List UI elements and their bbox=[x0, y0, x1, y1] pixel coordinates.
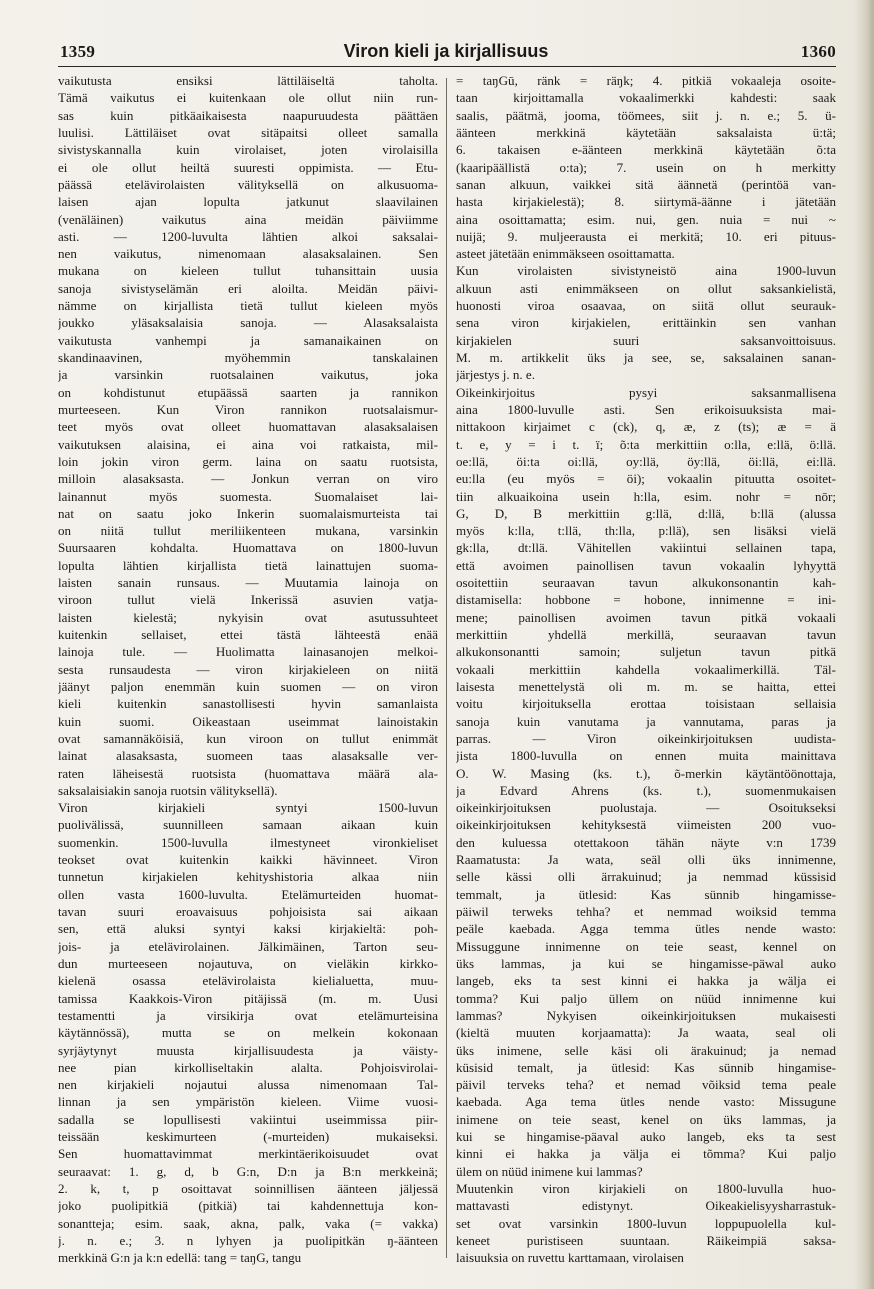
text-line: kinni ei hakka ja välja ei tõmma? Kui paljo bbox=[456, 1146, 836, 1162]
text-line: ja Edvard Ahrens (ks. t.), suomenmukaisen bbox=[456, 782, 836, 798]
text-line: = taŋGū, ränk = räŋk; 4. pitkiä vokaaleja osoite- bbox=[456, 73, 836, 88]
text-line: hasta kirjakielestä); 8. siirtymä-äänne i jätetään bbox=[456, 194, 836, 210]
text-line: lainannut myös suomesta. Suomalaiset lai- bbox=[58, 488, 438, 504]
text-line: vaikutuksen alaisina, ei aina voi ratkaista, mil- bbox=[58, 436, 438, 452]
text-line: päiwil terweks tehha? et nemmad woiksid temma bbox=[456, 904, 836, 919]
text-line: M. m. artikkelit üks ja see, se, saksalainen sanan- bbox=[456, 350, 836, 365]
text-line: mattavasti edistynyt. Oikeakielisyysharrastuk- bbox=[456, 1198, 836, 1214]
text-line: mukana on kieleen tullut tuhansittain uusia bbox=[58, 263, 438, 279]
text-line: että avoimen painollisen tavun vokaalin lyhyyttä bbox=[456, 557, 836, 573]
column-divider bbox=[446, 78, 447, 1258]
text-line: vokaali merkittiin kahdella vokaalimerkillä. Täl- bbox=[456, 661, 836, 677]
text-line: oikeinkirjoituksen puolustaja. — Osoitukseksi bbox=[456, 800, 836, 816]
text-line: sas kuin pitkäaikaisesta naapuruudesta päättäen bbox=[58, 107, 438, 123]
text-line: oe:llä, öi:ta oi:llä, oy:llä, öy:llä, öi:llä, ei:llä. bbox=[456, 453, 836, 469]
text-line: Sen huomattavimmat merkintäerikoisuudet ovat bbox=[58, 1146, 438, 1162]
text-line: suomenkin. 1500-luvulla ilmestyneet vironkieliset bbox=[58, 834, 438, 850]
text-line: laisesta menettelystä oli m. m. se haitta, ettei bbox=[456, 678, 836, 694]
text-line: nat on saatu joko Inkerin suomalaismurteista tai bbox=[58, 505, 438, 521]
text-line: (venäläinen) vaikutus aina meidän päiviimme bbox=[58, 211, 438, 227]
header-rule bbox=[58, 66, 836, 67]
text-line: sanan alkuun, vaikkei sitä äännetä (perintöä van- bbox=[456, 176, 836, 192]
text-line: alkukonsonantti samoin; suljetun tavun pitkä bbox=[456, 644, 836, 660]
text-line: jista 1800-luvulla on ennen muita mainittava bbox=[456, 748, 836, 764]
text-line: kieli kuitenkin sanastollisesti hyvin samanlaista bbox=[58, 696, 438, 712]
text-line: tunnetun kirjakielen kehityshistoria alkaa niin bbox=[58, 869, 438, 885]
right-text-column bbox=[456, 72, 836, 1267]
text-line: distamisella: hobbone = hobone, innimenne = ini- bbox=[456, 592, 836, 608]
text-line: ülem on nüüd inimene kui lammas? bbox=[456, 1163, 643, 1179]
text-line: 6. takaisen e-äänteen merkkinä käytetään õ:ta bbox=[456, 142, 836, 158]
text-line: sen, että aluksi syntyi kaksi kirjakieltä: poh- bbox=[58, 921, 438, 937]
text-line: huonosti viroa osaavaa, on siitä ollut seurauk- bbox=[456, 298, 836, 314]
text-line: nee pian kirkolliseltakin alalta. Pohjoisvirolai- bbox=[58, 1059, 438, 1075]
text-line: nen kirjakieli nojautui alussa nimenomaan Tal- bbox=[58, 1077, 438, 1093]
text-line: raten läheisestä ruotsista (huomattava määrä ala- bbox=[58, 765, 438, 781]
page-edge-shadow bbox=[854, 0, 874, 1289]
text-line: saksalaisiakin sanoja ruotsin välityksellä). bbox=[58, 782, 278, 798]
text-line: päässä etelävirolaisten välityksellä on alkusuoma- bbox=[58, 176, 438, 192]
text-line: loin jokin viron germ. laina on saatu ruotsista, bbox=[58, 453, 438, 469]
text-line: saalis, päätmä, jooma, töömees, siit j. n. e.; 5. ü- bbox=[456, 107, 836, 123]
text-line: ollen vasta 1600-luvulta. Etelämurteiden huomat- bbox=[58, 886, 438, 902]
text-line: murteeseen. Kun Viron rannikon ruotsalaismur- bbox=[58, 401, 438, 417]
text-line: kirjakielen suuri saksanvoittoisuus. bbox=[456, 332, 836, 348]
text-line: Suursaaren kohdalta. Huomattava on 1800-luvun bbox=[58, 540, 438, 556]
text-line: tiin alkuaikoina usein h:lla, esim. nohr = nōr; bbox=[456, 488, 836, 504]
text-line: on niitä tullut meriliikenteen mukana, varsinkin bbox=[58, 523, 438, 539]
running-title: Viron kieli ja kirjallisuus bbox=[343, 41, 549, 61]
page-header bbox=[56, 42, 836, 66]
text-line: jäänyt paljon enemmän kuin suomen — on viron bbox=[58, 678, 438, 694]
text-line: sivistyskannalla kuin virolaiset, joten virolaisilla bbox=[58, 142, 438, 158]
text-line: taan kirjoittamalla vokaalimerkki kahdesti: saak bbox=[456, 90, 836, 106]
text-line: j. n. e.; 3. n lyhyen ja puolipitkän ŋ-äänteen bbox=[58, 1232, 438, 1248]
text-line: sanoja kuin vanutama ja vannutama, paras ja bbox=[456, 713, 836, 729]
text-line: sadalla se lopullisesti vakiintui useimmissa piir- bbox=[58, 1111, 438, 1127]
text-line: Viron kirjakieli syntyi 1500-luvun bbox=[58, 800, 438, 816]
text-line: kaebada. Aga tema ütles nende vasto: Missugune bbox=[456, 1094, 836, 1110]
text-line: sonantteja; esim. saak, akna, palk, vaka (= vakka) bbox=[58, 1215, 438, 1231]
right-page-number: 1360 bbox=[800, 42, 836, 61]
text-line: joko puolipitkiä (pitkiä) tai kahdennettuja kon- bbox=[58, 1198, 438, 1214]
text-line: G, D, B merkittiin g:llä, d:llä, b:llä (alussa bbox=[456, 505, 836, 521]
text-line: testamentti ja virsikirja ovat etelämurteisina bbox=[58, 1007, 438, 1023]
text-line: luulisi. Lättiläiset ovat sitäpaitsi olleet samalla bbox=[58, 124, 438, 140]
text-line: merkkinä G:n ja k:n edellä: tang = taŋG, tangu bbox=[58, 1250, 302, 1266]
text-line: käytännössä), mutta se on melkein kokonaan bbox=[58, 1025, 438, 1041]
text-line: sesta runsaudesta — viron kirjakieleen on niitä bbox=[58, 661, 438, 677]
text-line: kielenä osassa etelävirolaista kielialuetta, muu- bbox=[58, 973, 438, 989]
text-line: puolivälissä, suunnilleen samaan aikaan kuin bbox=[58, 817, 438, 833]
text-line: skandinaavinen, myöhemmin tanskalainen bbox=[58, 350, 438, 365]
text-line: nuijä; 9. muljeerausta ei merkitä; 10. eri pituus- bbox=[456, 228, 836, 244]
text-line: gk:lla, dt:llä. Vähitellen vakiintui sellainen tapa, bbox=[456, 540, 836, 556]
text-line: nämme on kirjallista tietä tullut kieleen myös bbox=[58, 298, 438, 314]
text-line: teet myös ovat olleet huomattavan alasaksalaisen bbox=[58, 419, 438, 435]
text-line: alkuun asti enimmäkseen on ollut saksankielistä, bbox=[456, 280, 836, 296]
text-line: Kun virolaisten sivistyneistö aina 1900-luvun bbox=[456, 263, 836, 279]
text-line: ja varsinkin ruotsalainen vaikutus, joka bbox=[58, 367, 438, 383]
text-line: küsisid temalt, ja ütlesid: Kas sünnib hingamise- bbox=[456, 1059, 836, 1075]
text-line: viroon tullut vielä Inkerissä asuvien vatja- bbox=[58, 592, 438, 608]
text-line: ovat samannäköisiä, kun viroon on tullut enimmät bbox=[58, 730, 438, 746]
text-line: lainoja tule. — Huolimatta lainasanojen melkoi- bbox=[58, 644, 438, 660]
text-line: aina 1800-luvulle asti. Sen erikoisuuksista mai- bbox=[456, 401, 836, 417]
text-line: järjestys j. n. e. bbox=[456, 367, 535, 383]
text-line: kuitenkin sellaiset, ettei tästä lähteestä enää bbox=[58, 627, 438, 642]
text-line: (kieltä muuten korjaamatta): Ja waata, seal oli bbox=[456, 1025, 836, 1041]
text-line: laisten sanain runsaus. — Muutamia lainoja on bbox=[58, 575, 438, 591]
text-line: aina osoittamatta; esim. nui, gen. nuia = nui ~ bbox=[456, 211, 836, 227]
text-line: myös k:lla, t:llä, th:lla, p:llä), sen lisäksi vielä bbox=[456, 523, 836, 539]
text-line: Tämä vaikutus ei kuitenkaan ole ollut niin run- bbox=[58, 90, 438, 106]
text-line: syrjäytynyt muusta kirjallisuudesta ja väisty- bbox=[58, 1042, 438, 1058]
text-line: tamissa Kaakkois-Viron pitäjissä (m. m. Uusi bbox=[58, 990, 438, 1006]
left-text-column bbox=[58, 72, 438, 1267]
text-line: inimene on teie seast, kenel on üks lammas, ja bbox=[456, 1111, 836, 1127]
text-line: O. W. Masing (ks. t.), õ-merkin käytäntöönottaja, bbox=[456, 765, 836, 781]
text-line: langeb, eks ta sest kinni ei hakka ja wälja ei bbox=[456, 973, 836, 989]
text-line: jois- ja etelävirolainen. Jälkimäinen, Tarton seu- bbox=[58, 938, 438, 954]
text-line: dun murteeseen nojautuva, on vieläkin kirkko- bbox=[58, 955, 438, 971]
text-line: lainat alasaksasta, suomeen taas alasaksalle ver- bbox=[58, 748, 438, 764]
text-line: peäle kaebada. Agga temma ütles nende wasto: bbox=[456, 921, 836, 937]
text-line: temmalt, ja ütlesid: Kas sünnib hingamisse- bbox=[456, 886, 836, 902]
text-line: Oikeinkirjoitus pysyi saksanmallisena bbox=[456, 384, 836, 400]
text-line: kui se hingamise-päaval auko langeb, eks ta sest bbox=[456, 1129, 836, 1145]
text-line: 2. k, t, p osoittavat soinnillisen äänteen jäljessä bbox=[58, 1181, 438, 1196]
text-line: joukko yläsaksalaisia sanoja. — Alasaksalaista bbox=[58, 315, 438, 331]
text-line: mene; painollisen avoimen tavun pitkä vokaali bbox=[456, 609, 836, 625]
text-line: lammas? Nykyisen oikeinkirjoituksen mukaisesti bbox=[456, 1007, 836, 1023]
text-line: üks lammas, ja kui se hingamisse-päwal auko bbox=[456, 955, 836, 971]
text-line: sanoja sivistyselämän eri aloilta. Meidän päivi- bbox=[58, 280, 438, 296]
text-line: (kaaripäällistä o:ta); 7. usein on h merkitty bbox=[456, 159, 836, 175]
text-line: ei ole ollut heiltä suuresti oppimista. — Etu- bbox=[58, 159, 438, 175]
text-line: vaikutusta ensiksi lättiläiseltä taholta. bbox=[58, 73, 438, 88]
text-line: Missuggune innimenne on teie seast, kennel on bbox=[456, 938, 836, 954]
text-line: seuraavat: 1. g, d, b G:n, D:n ja B:n merkkeinä; bbox=[58, 1163, 438, 1179]
text-line: Muutenkin viron kirjakieli on 1800-luvulla huo- bbox=[456, 1181, 836, 1196]
text-line: Raamatusta: Ja wata, seäl olli üks innimenne, bbox=[456, 852, 836, 868]
text-line: selle kässi olli ärrakuinud; ja nemmad küssisid bbox=[456, 869, 836, 885]
text-line: lopulta lähtien kirjallista tietä lainattujen suoma- bbox=[58, 557, 438, 573]
text-line: merkittiin yhdellä merkillä, seuraavan tavun bbox=[456, 627, 836, 642]
text-line: vaikutusta vanhempi ja samanaikainen on bbox=[58, 332, 438, 348]
text-line: eu:lla (eu myös = öi); vokaalin pituutta osoitet- bbox=[456, 471, 836, 487]
text-line: kuin suomi. Oikeastaan useimmat lainoistakin bbox=[58, 713, 438, 729]
text-line: voitu kirjoituksella erottaa toisistaan sellaisia bbox=[456, 696, 836, 712]
text-line: keneet puristiseen suuntaan. Räikeimpiä saksa- bbox=[456, 1232, 836, 1248]
text-line: laisen ajan lopulta jatkunut slaavilainen bbox=[58, 194, 438, 210]
left-page-number: 1359 bbox=[60, 42, 96, 61]
text-line: asteet jätetään enimmäkseen osoittamatta. bbox=[456, 246, 675, 262]
text-line: tomma? Kui paljo üllem on nüüd innimenne kui bbox=[456, 990, 836, 1006]
text-line: t. e, y = i t. ï; õ:ta merkittiin o:lla, e:llä, ö:llä. bbox=[456, 436, 836, 452]
text-line: parras. — Viron oikeinkirjoituksen uudista- bbox=[456, 730, 836, 746]
text-line: nittakoon kirjaimet c (ck), q, æ, z (ts); æ = ä bbox=[456, 419, 836, 435]
text-line: nen vaikutus, nimenomaan alasaksalainen. Sen bbox=[58, 246, 438, 262]
text-line: oikeinkirjoituksen kehityksestä viimeisten 200 vuo- bbox=[456, 817, 836, 833]
text-line: sena viron kirjakielen, erittäinkin sen vanhan bbox=[456, 315, 836, 331]
text-line: set ovat varsinkin 1800-luvun loppupuolella kul- bbox=[456, 1215, 836, 1231]
text-line: tavan suuri eroavaisuus pohjoisista sai aikaan bbox=[58, 904, 438, 919]
text-line: milloin alasaksasta. — Jonkun verran on viro bbox=[58, 471, 438, 487]
text-line: den kuluessa otettakoon tähän näyte v:n 1739 bbox=[456, 834, 836, 850]
text-line: asti. — 1200-luvulta lähtien alkoi saksalai- bbox=[58, 228, 438, 244]
text-line: teokset ovat kuitenkin kaikki hävinneet. Viron bbox=[58, 852, 438, 868]
text-line: laisuuksia on ruvettu karttamaan, virolaisen bbox=[456, 1250, 684, 1266]
text-line: osoitettiin seuraavan tavun alkukonsonantin kah- bbox=[456, 575, 836, 591]
text-line: üks inimene, selle käsi oli ärakuinud; ja nemad bbox=[456, 1042, 836, 1058]
text-line: linnan ja sen ympäristön kieleen. Viime vuosi- bbox=[58, 1094, 438, 1110]
text-line: teissään keskimurteen (-murteiden) mukaiseksi. bbox=[58, 1129, 438, 1145]
text-line: laisten kielestä; nykyisin ovat asutussuhteet bbox=[58, 609, 438, 625]
text-line: on kohdistunut etupäässä saarten ja rannikon bbox=[58, 384, 438, 400]
text-line: päivil terveks teha? et nemad võiksid tema peale bbox=[456, 1077, 836, 1093]
text-line: äänteen merkkinä käytetään saksalaista ü:tä; bbox=[456, 124, 836, 140]
